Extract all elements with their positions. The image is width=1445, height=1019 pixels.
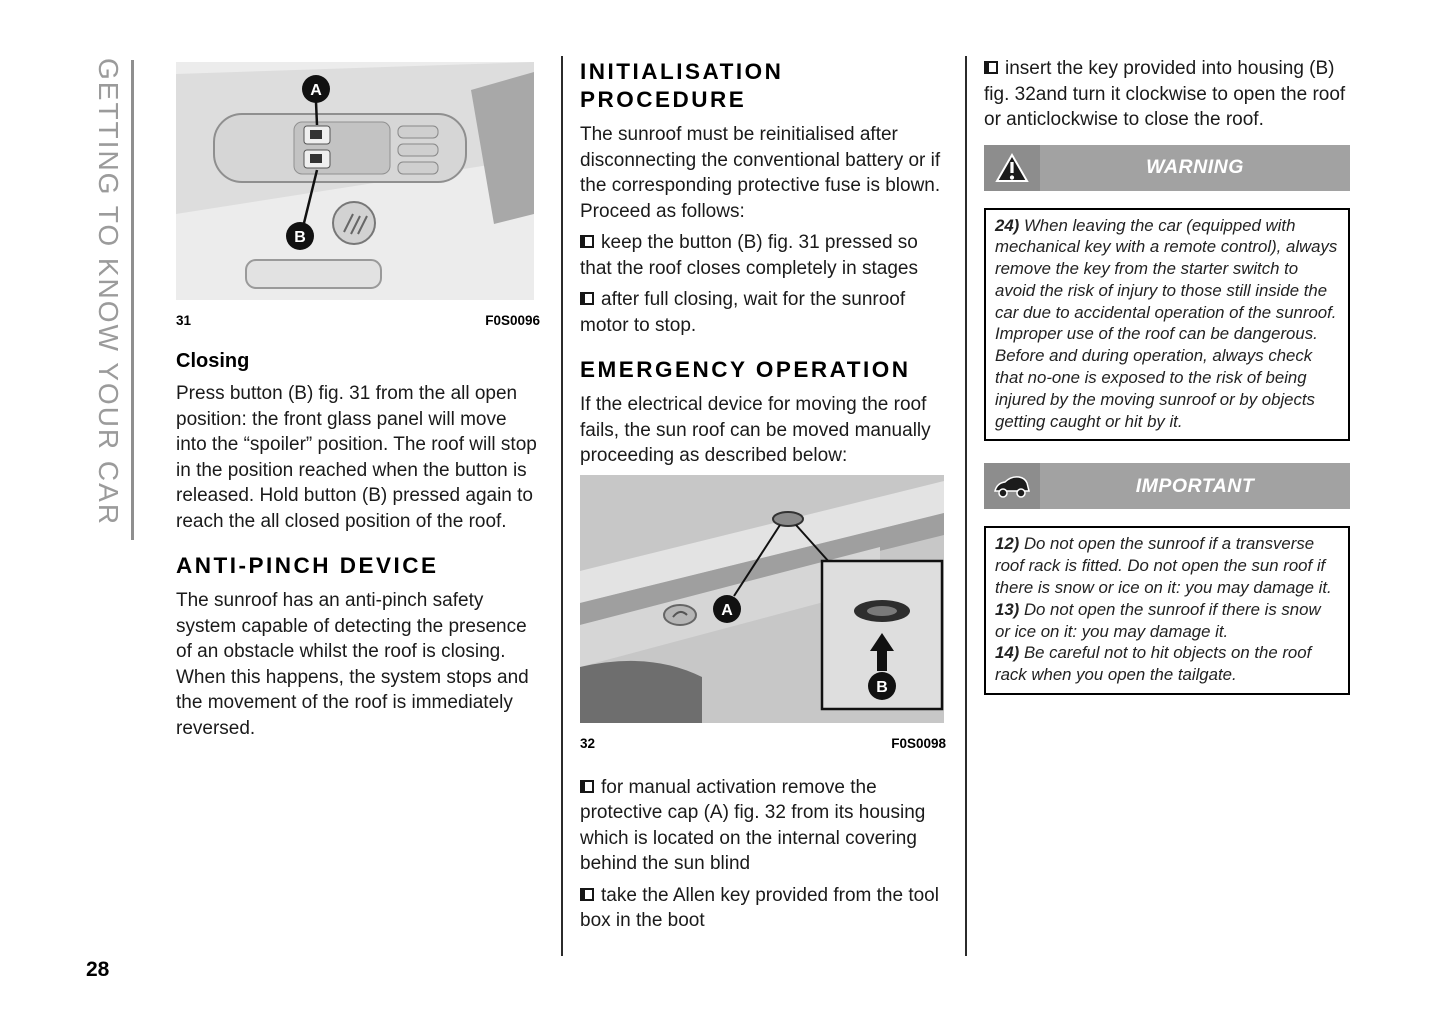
initialisation-intro: The sunroof must be reinitialised after disconnecting the conventional battery or if the corresponding protective fuse is blown. Proceed as follows: [580, 124, 941, 222]
square-bullet-icon [984, 61, 998, 74]
square-bullet-icon [580, 888, 594, 901]
important-text: Be careful not to hit objects on the roof rack when you open the tailgate. [995, 643, 1312, 685]
callout-b-label: B [294, 229, 306, 246]
figure-number: 31 [176, 313, 192, 328]
figure-code: F0S0096 [485, 313, 540, 328]
bullet-item [580, 883, 946, 934]
warning-body-text: When leaving the car (equipped with mechanical key with a remote control), always remove the key from the starter switch to avoid the risk of injury to those still inside the car due to accidental operation of the sunroof. Improper use of the roof can be dangerous. Before and during operation, always check that no-one is exposed to the risk of being injured by the moving sunroof or by objects getting caught or hit by it. [995, 215, 1338, 431]
figure-31-caption [176, 313, 540, 328]
column-divider [561, 56, 563, 956]
callout-b-label: B [876, 678, 888, 696]
page-number: 28 [86, 958, 110, 981]
figure-number: 32 [580, 735, 596, 751]
bullet-text: take the Allen key provided from the tool box in the boot [580, 884, 939, 931]
important-number: 12) [995, 534, 1020, 554]
warning-bar [984, 145, 1350, 191]
bullet-item [580, 230, 946, 281]
warning-box [984, 208, 1350, 442]
square-bullet-icon [580, 235, 594, 248]
important-text: Do not open the sunroof if a transverse roof rack is fitted. Do not open the sun roof if there is snow or ice on it: you may damage it. [995, 534, 1332, 598]
column-divider [965, 56, 967, 956]
figure-code: F0S0098 [891, 735, 946, 751]
important-bar-body [1040, 463, 1350, 509]
bullet-text: keep the button (B) fig. 31 pressed so that the roof closes completely in stages [580, 232, 918, 279]
square-bullet-icon [580, 780, 594, 793]
important-text: Do not open the sunroof if there is snow or ice on it: you may damage it. [995, 599, 1321, 641]
emergency-intro: If the electrical device for moving the roof fails, the sun roof can be moved manually proceeding as described below: [580, 394, 931, 466]
figure-32-illustration [580, 475, 944, 723]
bullet-text: for manual activation remove the protective cap (A) fig. 32 from its housing which is located on the internal covering behind the sun blind [580, 776, 926, 874]
sidebar-rule [131, 60, 134, 540]
anti-pinch-paragraph: The sunroof has an anti-pinch safety system capable of detecting the presence of an obstacle whilst the roof is closing. When this happens, the system stops and the movement of the roof is immediately reversed. [176, 590, 529, 739]
warning-bar-body [1040, 145, 1350, 191]
warning-title: WARNING [1146, 156, 1244, 178]
warning-text [995, 215, 1339, 433]
important-icon-cell [984, 463, 1040, 509]
warning-icon-cell [984, 145, 1040, 191]
bullet-item [580, 775, 946, 877]
important-item [995, 599, 1339, 643]
bullet-item [580, 287, 946, 338]
important-bar [984, 463, 1350, 509]
car-icon [993, 473, 1031, 499]
heading-anti-pinch-device: ANTI-PINCH DEVICE [176, 553, 439, 578]
bullet-text: after full closing, wait for the sunroof motor to stop. [580, 289, 906, 336]
figure-32-caption [580, 736, 946, 751]
warning-triangle-icon [995, 153, 1029, 183]
important-title: IMPORTANT [1135, 474, 1255, 497]
important-item [995, 642, 1339, 686]
column-middle [580, 56, 946, 940]
heading-initialisation-procedure: INITIALISATION PROCEDURE [580, 59, 784, 112]
warning-number: 24) [995, 215, 1020, 235]
heading-emergency-operation: EMERGENCY OPERATION [580, 357, 911, 382]
closing-paragraph: Press button (B) fig. 31 from the all open position: the front glass panel will move into the “spoiler” position. The roof will stop in the position reached when the button is released. Hold button (B) pressed again to reach the all closed position of the roof. [176, 383, 537, 532]
callout-a-label: A [721, 601, 733, 619]
important-item [995, 533, 1339, 598]
column-right [984, 56, 1350, 695]
figure-32 [580, 475, 946, 751]
bullet-item [984, 56, 1350, 133]
callout-a-label: A [310, 82, 322, 99]
important-number: 14) [995, 643, 1020, 663]
important-number: 13) [995, 599, 1020, 619]
figure-31 [176, 62, 540, 328]
important-box [984, 526, 1350, 695]
figure-31-illustration [176, 62, 534, 300]
sidebar-chapter-label: GETTING TO KNOW YOUR CAR [93, 58, 124, 527]
bullet-text: insert the key provided into housing (B) fig. 32and turn it clockwise to open the roof or anticlockwise to close the roof. [984, 58, 1346, 130]
heading-closing: Closing [176, 350, 250, 372]
column-left [176, 62, 540, 747]
square-bullet-icon [580, 292, 594, 305]
